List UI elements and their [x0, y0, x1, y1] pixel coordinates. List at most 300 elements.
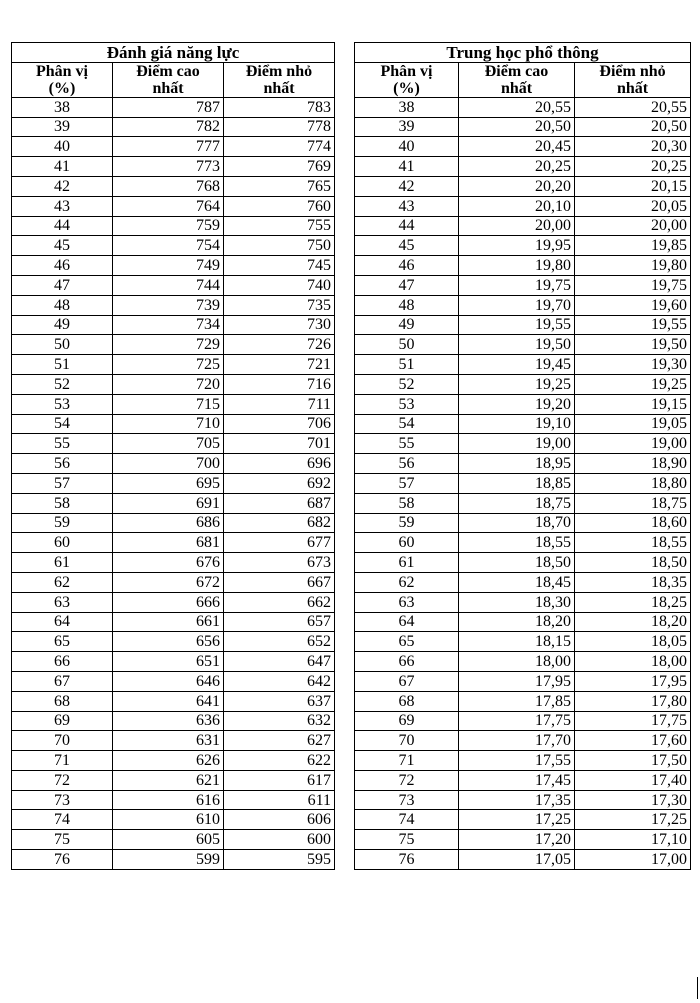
min-score-cell: 20,30: [575, 137, 691, 157]
min-score-cell: 677: [224, 533, 335, 553]
percentile-cell: 50: [12, 335, 113, 355]
percentile-cell: 57: [12, 473, 113, 493]
percentile-cell: 42: [12, 176, 113, 196]
percentile-cell: 53: [355, 394, 459, 414]
percentile-cell: 66: [355, 652, 459, 672]
min-score-cell: 606: [224, 810, 335, 830]
min-score-cell: 18,80: [575, 473, 691, 493]
min-score-cell: 632: [224, 711, 335, 731]
percentile-cell: 73: [12, 790, 113, 810]
min-score-cell: 18,60: [575, 513, 691, 533]
percentile-cell: 55: [355, 434, 459, 454]
dgnl-score-table: [11, 42, 335, 870]
min-score-cell: 19,00: [575, 434, 691, 454]
min-score-cell: 17,30: [575, 790, 691, 810]
table-row: [12, 335, 335, 355]
table-row: [12, 731, 335, 751]
table-row: [355, 632, 691, 652]
table-row: [12, 671, 335, 691]
table-row: [355, 137, 691, 157]
percentile-cell: 64: [355, 612, 459, 632]
max-score-cell: 19,95: [459, 236, 575, 256]
min-score-cell: 17,95: [575, 671, 691, 691]
table-row: [355, 513, 691, 533]
percentile-cell: 74: [355, 810, 459, 830]
percentile-cell: 43: [355, 196, 459, 216]
max-score-cell: 768: [113, 176, 224, 196]
percentile-cell: 75: [12, 830, 113, 850]
max-score-cell: 626: [113, 751, 224, 771]
max-score-cell: 686: [113, 513, 224, 533]
table-row: [355, 256, 691, 276]
max-score-cell: 17,20: [459, 830, 575, 850]
percentile-cell: 59: [12, 513, 113, 533]
table-row: [12, 473, 335, 493]
percentile-cell: 65: [12, 632, 113, 652]
percentile-cell: 47: [12, 275, 113, 295]
max-score-cell: 17,35: [459, 790, 575, 810]
min-score-cell: 18,00: [575, 652, 691, 672]
table-row: [355, 374, 691, 394]
max-score-cell: 18,00: [459, 652, 575, 672]
table-row: [355, 97, 691, 117]
max-score-cell: 19,10: [459, 414, 575, 434]
min-score-cell: 19,50: [575, 335, 691, 355]
table-row: [355, 592, 691, 612]
max-score-cell: 720: [113, 374, 224, 394]
min-score-cell: 783: [224, 97, 335, 117]
table-row: [12, 374, 335, 394]
table-row: [12, 236, 335, 256]
table-row: [355, 315, 691, 335]
table-row: [12, 394, 335, 414]
percentile-cell: 58: [12, 493, 113, 513]
max-score-cell: 17,75: [459, 711, 575, 731]
table-row: [12, 216, 335, 236]
percentile-cell: 71: [12, 751, 113, 771]
max-score-cell: 661: [113, 612, 224, 632]
max-score-cell: 676: [113, 553, 224, 573]
max-score-cell: 17,85: [459, 691, 575, 711]
max-score-cell: 18,20: [459, 612, 575, 632]
min-score-cell: 18,05: [575, 632, 691, 652]
max-score-cell: 725: [113, 355, 224, 375]
min-score-cell: 17,75: [575, 711, 691, 731]
min-score-cell: 17,25: [575, 810, 691, 830]
percentile-cell: 66: [12, 652, 113, 672]
min-score-cell: 595: [224, 850, 335, 870]
min-score-cell: 18,20: [575, 612, 691, 632]
max-score-cell: 599: [113, 850, 224, 870]
table-row: [12, 810, 335, 830]
max-score-cell: 18,85: [459, 473, 575, 493]
table-row: [355, 770, 691, 790]
max-score-cell: 19,00: [459, 434, 575, 454]
percentile-cell: 40: [12, 137, 113, 157]
min-score-cell: 637: [224, 691, 335, 711]
max-score-cell: 18,50: [459, 553, 575, 573]
min-score-cell: 642: [224, 671, 335, 691]
table-row: [12, 355, 335, 375]
max-score-cell: 749: [113, 256, 224, 276]
max-score-cell: 20,00: [459, 216, 575, 236]
max-score-cell: 666: [113, 592, 224, 612]
percentile-cell: 56: [355, 454, 459, 474]
table-row: [355, 236, 691, 256]
table-row: [355, 295, 691, 315]
table-row: [355, 493, 691, 513]
min-score-cell: 730: [224, 315, 335, 335]
table-row: [12, 513, 335, 533]
max-score-cell: 19,70: [459, 295, 575, 315]
percentile-cell: 72: [355, 770, 459, 790]
table-row: [12, 97, 335, 117]
max-score-cell: 20,45: [459, 137, 575, 157]
table-row: [355, 572, 691, 592]
table-row: [12, 256, 335, 276]
min-score-cell: 18,35: [575, 572, 691, 592]
percentile-cell: 49: [355, 315, 459, 335]
min-score-cell: 716: [224, 374, 335, 394]
min-score-cell: 20,15: [575, 176, 691, 196]
min-score-cell: 19,75: [575, 275, 691, 295]
min-score-cell: 692: [224, 473, 335, 493]
percentile-cell: 40: [355, 137, 459, 157]
min-score-cell: 20,05: [575, 196, 691, 216]
percentile-cell: 48: [355, 295, 459, 315]
table-row: [12, 632, 335, 652]
table-row: [355, 751, 691, 771]
percentile-cell: 50: [355, 335, 459, 355]
percentile-cell: 63: [355, 592, 459, 612]
percentile-cell: 59: [355, 513, 459, 533]
min-score-cell: 600: [224, 830, 335, 850]
min-score-cell: 673: [224, 553, 335, 573]
max-score-cell: 739: [113, 295, 224, 315]
min-score-cell: 667: [224, 572, 335, 592]
table-row: [355, 731, 691, 751]
percentile-cell: 68: [355, 691, 459, 711]
percentile-cell: 65: [355, 632, 459, 652]
max-score-cell: 20,55: [459, 97, 575, 117]
min-score-cell: 18,75: [575, 493, 691, 513]
max-score-cell: 787: [113, 97, 224, 117]
max-score-cell: 18,45: [459, 572, 575, 592]
max-score-cell: 729: [113, 335, 224, 355]
table-row: [12, 751, 335, 771]
percentile-cell: 44: [12, 216, 113, 236]
min-score-cell: 735: [224, 295, 335, 315]
table-row: [12, 830, 335, 850]
max-score-cell: 19,50: [459, 335, 575, 355]
table-row: [12, 117, 335, 137]
table-row: [12, 157, 335, 177]
table-row: [12, 454, 335, 474]
percentile-cell: 43: [12, 196, 113, 216]
percentile-cell: 76: [12, 850, 113, 870]
max-score-cell: 616: [113, 790, 224, 810]
max-score-cell: 773: [113, 157, 224, 177]
percentile-cell: 46: [355, 256, 459, 276]
percentile-cell: 55: [12, 434, 113, 454]
percentile-cell: 47: [355, 275, 459, 295]
max-score-cell: 17,05: [459, 850, 575, 870]
table-row: [355, 553, 691, 573]
min-score-cell: 726: [224, 335, 335, 355]
table-row: [12, 275, 335, 295]
min-score-cell: 19,05: [575, 414, 691, 434]
min-score-cell: 721: [224, 355, 335, 375]
min-score-cell: 20,50: [575, 117, 691, 137]
max-score-cell: 20,50: [459, 117, 575, 137]
dgnl-header-percentile: Phân vị (%): [12, 62, 113, 97]
table-row: [12, 493, 335, 513]
min-score-cell: 687: [224, 493, 335, 513]
percentile-cell: 64: [12, 612, 113, 632]
percentile-cell: 72: [12, 770, 113, 790]
min-score-cell: 17,60: [575, 731, 691, 751]
table-row: [355, 275, 691, 295]
max-score-cell: 18,70: [459, 513, 575, 533]
max-score-cell: 691: [113, 493, 224, 513]
table-row: [355, 454, 691, 474]
percentile-cell: 38: [12, 97, 113, 117]
max-score-cell: 20,20: [459, 176, 575, 196]
min-score-cell: 740: [224, 275, 335, 295]
dgnl-table-body: [12, 97, 335, 869]
max-score-cell: 17,55: [459, 751, 575, 771]
table-row: [355, 711, 691, 731]
max-score-cell: 656: [113, 632, 224, 652]
table-row: [12, 652, 335, 672]
max-score-cell: 744: [113, 275, 224, 295]
max-score-cell: 641: [113, 691, 224, 711]
max-score-cell: 621: [113, 770, 224, 790]
min-score-cell: 19,60: [575, 295, 691, 315]
percentile-cell: 44: [355, 216, 459, 236]
max-score-cell: 17,70: [459, 731, 575, 751]
min-score-cell: 20,55: [575, 97, 691, 117]
max-score-cell: 631: [113, 731, 224, 751]
percentile-cell: 49: [12, 315, 113, 335]
table-row: [12, 572, 335, 592]
min-score-cell: 19,80: [575, 256, 691, 276]
table-row: [12, 295, 335, 315]
max-score-cell: 19,80: [459, 256, 575, 276]
max-score-cell: 20,10: [459, 196, 575, 216]
thpt-header-max: Điểm cao nhất: [459, 62, 575, 97]
max-score-cell: 17,25: [459, 810, 575, 830]
table-row: [355, 612, 691, 632]
max-score-cell: 754: [113, 236, 224, 256]
min-score-cell: 778: [224, 117, 335, 137]
percentile-cell: 73: [355, 790, 459, 810]
min-score-cell: 17,80: [575, 691, 691, 711]
max-score-cell: 20,25: [459, 157, 575, 177]
table-row: [12, 592, 335, 612]
table-row: [12, 196, 335, 216]
max-score-cell: 18,55: [459, 533, 575, 553]
max-score-cell: 19,25: [459, 374, 575, 394]
table-row: [12, 553, 335, 573]
table-row: [355, 176, 691, 196]
max-score-cell: 19,45: [459, 355, 575, 375]
percentile-cell: 60: [355, 533, 459, 553]
table-row: [12, 711, 335, 731]
min-score-cell: 19,55: [575, 315, 691, 335]
table-row: [12, 850, 335, 870]
table-row: [355, 196, 691, 216]
min-score-cell: 657: [224, 612, 335, 632]
table-row: [12, 315, 335, 335]
max-score-cell: 759: [113, 216, 224, 236]
percentile-cell: 61: [12, 553, 113, 573]
max-score-cell: 18,30: [459, 592, 575, 612]
percentile-cell: 39: [355, 117, 459, 137]
percentile-cell: 69: [355, 711, 459, 731]
table-row: [355, 394, 691, 414]
min-score-cell: 20,00: [575, 216, 691, 236]
min-score-cell: 682: [224, 513, 335, 533]
min-score-cell: 696: [224, 454, 335, 474]
percentile-cell: 41: [12, 157, 113, 177]
min-score-cell: 647: [224, 652, 335, 672]
max-score-cell: 734: [113, 315, 224, 335]
min-score-cell: 18,25: [575, 592, 691, 612]
min-score-cell: 662: [224, 592, 335, 612]
table-row: [355, 216, 691, 236]
min-score-cell: 701: [224, 434, 335, 454]
table-row: [355, 434, 691, 454]
percentile-cell: 42: [355, 176, 459, 196]
min-score-cell: 755: [224, 216, 335, 236]
min-score-cell: 17,10: [575, 830, 691, 850]
percentile-cell: 46: [12, 256, 113, 276]
table-row: [355, 671, 691, 691]
min-score-cell: 19,85: [575, 236, 691, 256]
percentile-cell: 76: [355, 850, 459, 870]
max-score-cell: 610: [113, 810, 224, 830]
max-score-cell: 18,95: [459, 454, 575, 474]
percentile-cell: 69: [12, 711, 113, 731]
table-row: [355, 355, 691, 375]
dgnl-header-min: Điểm nhỏ nhất: [224, 62, 335, 97]
percentile-cell: 70: [355, 731, 459, 751]
min-score-cell: 17,50: [575, 751, 691, 771]
percentile-cell: 41: [355, 157, 459, 177]
percentile-cell: 38: [355, 97, 459, 117]
min-score-cell: 19,30: [575, 355, 691, 375]
dgnl-table-title: Đánh giá năng lực: [12, 43, 335, 63]
min-score-cell: 18,55: [575, 533, 691, 553]
max-score-cell: 19,20: [459, 394, 575, 414]
table-row: [355, 652, 691, 672]
min-score-cell: 617: [224, 770, 335, 790]
min-score-cell: 652: [224, 632, 335, 652]
table-row: [12, 790, 335, 810]
max-score-cell: 705: [113, 434, 224, 454]
max-score-cell: 695: [113, 473, 224, 493]
table-row: [355, 830, 691, 850]
table-row: [12, 770, 335, 790]
min-score-cell: 19,25: [575, 374, 691, 394]
min-score-cell: 17,40: [575, 770, 691, 790]
max-score-cell: 700: [113, 454, 224, 474]
percentile-cell: 51: [12, 355, 113, 375]
max-score-cell: 18,75: [459, 493, 575, 513]
max-score-cell: 17,95: [459, 671, 575, 691]
max-score-cell: 19,55: [459, 315, 575, 335]
min-score-cell: 765: [224, 176, 335, 196]
percentile-cell: 52: [12, 374, 113, 394]
min-score-cell: 18,50: [575, 553, 691, 573]
table-row: [355, 850, 691, 870]
table-row: [12, 691, 335, 711]
min-score-cell: 17,00: [575, 850, 691, 870]
max-score-cell: 672: [113, 572, 224, 592]
percentile-cell: 53: [12, 394, 113, 414]
max-score-cell: 605: [113, 830, 224, 850]
table-row: [12, 533, 335, 553]
table-row: [355, 691, 691, 711]
percentile-cell: 63: [12, 592, 113, 612]
percentile-cell: 51: [355, 355, 459, 375]
min-score-cell: 745: [224, 256, 335, 276]
min-score-cell: 20,25: [575, 157, 691, 177]
max-score-cell: 782: [113, 117, 224, 137]
percentile-cell: 45: [12, 236, 113, 256]
percentile-cell: 68: [12, 691, 113, 711]
min-score-cell: 774: [224, 137, 335, 157]
percentile-cell: 45: [355, 236, 459, 256]
min-score-cell: 611: [224, 790, 335, 810]
percentile-cell: 74: [12, 810, 113, 830]
max-score-cell: 19,75: [459, 275, 575, 295]
table-row: [355, 117, 691, 137]
table-row: [12, 434, 335, 454]
max-score-cell: 710: [113, 414, 224, 434]
percentile-cell: 71: [355, 751, 459, 771]
thpt-table-title: Trung học phổ thông: [355, 43, 691, 63]
max-score-cell: 715: [113, 394, 224, 414]
percentile-cell: 62: [12, 572, 113, 592]
max-score-cell: 17,45: [459, 770, 575, 790]
table-row: [12, 612, 335, 632]
table-row: [355, 157, 691, 177]
percentile-cell: 57: [355, 473, 459, 493]
min-score-cell: 769: [224, 157, 335, 177]
max-score-cell: 18,15: [459, 632, 575, 652]
edge-mark: [697, 977, 698, 999]
dgnl-header-max: Điểm cao nhất: [113, 62, 224, 97]
percentile-cell: 56: [12, 454, 113, 474]
table-row: [355, 414, 691, 434]
percentile-cell: 60: [12, 533, 113, 553]
thpt-header-percentile: Phân vị (%): [355, 62, 459, 97]
table-row: [12, 414, 335, 434]
thpt-table-body: [355, 97, 691, 869]
percentile-cell: 70: [12, 731, 113, 751]
max-score-cell: 764: [113, 196, 224, 216]
max-score-cell: 646: [113, 671, 224, 691]
max-score-cell: 681: [113, 533, 224, 553]
max-score-cell: 636: [113, 711, 224, 731]
percentile-cell: 54: [12, 414, 113, 434]
min-score-cell: 706: [224, 414, 335, 434]
thpt-header-min: Điểm nhỏ nhất: [575, 62, 691, 97]
table-row: [355, 335, 691, 355]
table-row: [355, 533, 691, 553]
